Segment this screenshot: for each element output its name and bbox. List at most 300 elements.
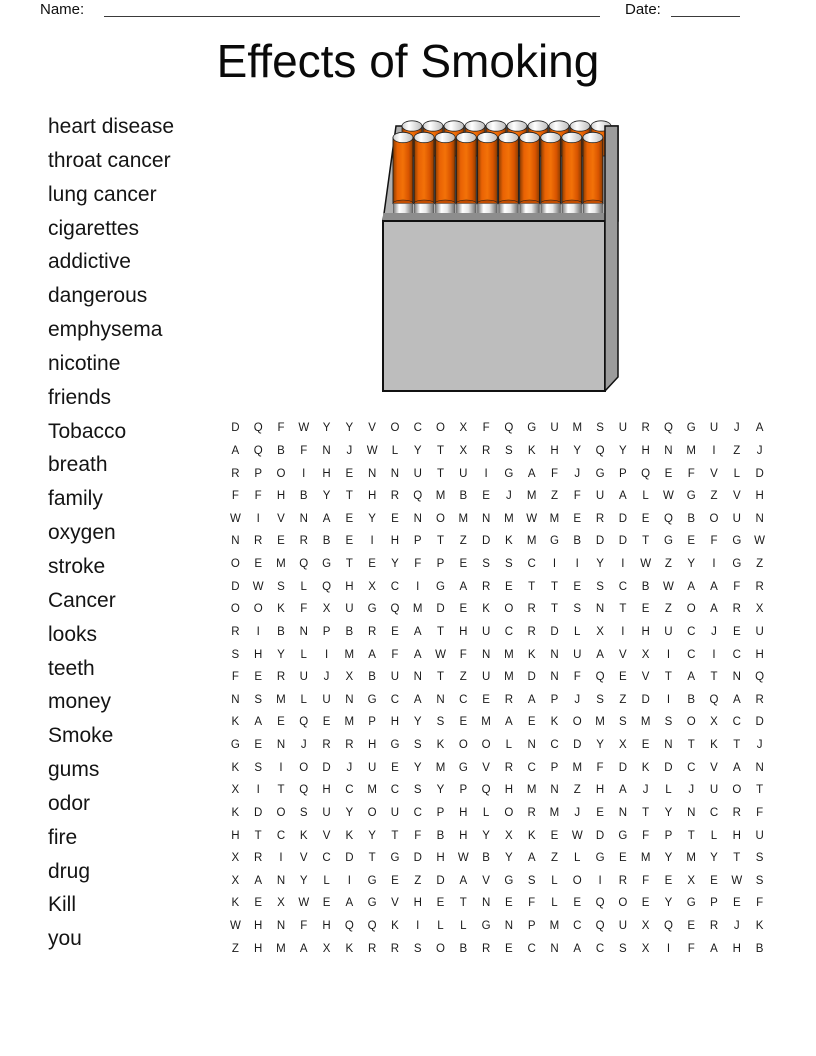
grid-cell: Y [322, 422, 331, 435]
grid-cell: O [686, 716, 696, 729]
word-list-item: looks [48, 622, 98, 646]
grid-cell: J [574, 693, 581, 706]
grid-cell: U [709, 422, 719, 435]
grid-cell: O [299, 761, 309, 774]
grid-cell: E [505, 897, 513, 910]
grid-cell: K [231, 761, 240, 774]
grid-cell: C [732, 716, 741, 729]
grid-cell: T [687, 829, 695, 842]
grid-cell: E [641, 512, 650, 525]
grid-cell: Q [595, 671, 605, 684]
grid-cell: S [254, 761, 263, 774]
grid-cell: H [254, 942, 263, 955]
grid-cell: W [640, 558, 652, 571]
grid-cell: E [345, 512, 354, 525]
grid-cell: E [391, 625, 399, 638]
grid-cell: G [686, 490, 696, 503]
grid-cell: K [527, 829, 536, 842]
grid-cell: L [665, 784, 672, 797]
grid-cell: I [484, 467, 488, 480]
grid-cell: A [459, 874, 468, 887]
grid-cell: C [618, 580, 627, 593]
grid-cell: S [413, 739, 422, 752]
grid-cell: M [595, 716, 605, 729]
grid-cell: Z [459, 671, 467, 684]
grid-cell: N [664, 444, 673, 457]
grid-cell: U [322, 693, 331, 706]
grid-cell: L [710, 829, 718, 842]
grid-cell: N [755, 512, 764, 525]
grid-cell: R [504, 693, 514, 706]
grid-cell: A [254, 874, 263, 887]
grid-cell: F [642, 829, 650, 842]
grid-cell: Z [231, 942, 239, 955]
grid-cell: E [322, 716, 331, 729]
grid-cell: G [504, 874, 514, 887]
grid-cell: E [254, 671, 263, 684]
grid-cell: E [254, 897, 263, 910]
grid-cell: H [367, 490, 377, 503]
grid-cell: L [574, 852, 581, 865]
grid-cell: N [299, 625, 308, 638]
grid-cell: C [459, 693, 468, 706]
grid-cell: F [687, 467, 695, 480]
grid-cell: O [276, 467, 286, 480]
grid-cell: R [732, 603, 741, 616]
word-list-item: Cancer [48, 588, 116, 612]
word-list-item: nicotine [48, 351, 121, 375]
word-list-item: you [48, 927, 82, 951]
grid-cell: U [481, 671, 491, 684]
grid-cell: Y [596, 739, 604, 752]
grid-cell: P [436, 806, 445, 819]
grid-cell: E [482, 693, 490, 706]
grid-cell: M [686, 852, 697, 865]
grid-cell: D [595, 535, 605, 548]
grid-cell: V [641, 671, 650, 684]
grid-cell: M [549, 920, 560, 933]
grid-cell: C [687, 648, 696, 661]
grid-cell: R [254, 852, 263, 865]
grid-cell: N [550, 784, 559, 797]
grid-cell: T [436, 444, 445, 457]
grid-cell: U [459, 467, 468, 480]
grid-cell: E [391, 512, 399, 525]
grid-cell: B [436, 829, 445, 842]
grid-cell: A [413, 625, 422, 638]
grid-cell: A [527, 852, 536, 865]
word-list-item: friends [48, 385, 112, 409]
grid-cell: F [300, 603, 308, 616]
grid-cell: K [231, 716, 240, 729]
grid-cell: M [549, 806, 560, 819]
grid-cell: E [732, 625, 741, 638]
grid-cell: Y [277, 648, 285, 661]
grid-cell: R [527, 603, 536, 616]
grid-cell: E [322, 897, 331, 910]
grid-cell: U [413, 467, 422, 480]
page-title: Effects of Smoking [216, 35, 600, 87]
grid-cell: F [528, 897, 536, 910]
grid-cell: E [687, 920, 696, 933]
grid-cell: L [574, 625, 581, 638]
grid-cell: E [573, 580, 582, 593]
grid-cell: G [663, 535, 673, 548]
word-list-item: emphysema [48, 318, 163, 342]
grid-cell: X [459, 422, 468, 435]
grid-cell: E [664, 467, 673, 480]
grid-cell: E [482, 490, 490, 503]
grid-cell: S [619, 942, 627, 955]
box-side-face [605, 126, 618, 391]
grid-cell: H [732, 942, 741, 955]
grid-cell: E [254, 739, 263, 752]
grid-cell: A [687, 671, 696, 684]
grid-cell: T [436, 535, 445, 548]
grid-cell: M [572, 422, 583, 435]
grid-cell: Q [253, 444, 263, 457]
name-fill-line[interactable] [104, 0, 600, 17]
grid-cell: H [367, 739, 377, 752]
grid-cell: X [710, 716, 718, 729]
grid-cell: T [550, 580, 558, 593]
grid-cell: Z [710, 490, 718, 503]
grid-cell: A [596, 648, 604, 661]
grid-cell: J [733, 422, 740, 435]
grid-cell: F [300, 444, 308, 457]
grid-cell: I [712, 444, 716, 457]
grid-cell: X [459, 444, 468, 457]
grid-cell: D [231, 580, 240, 593]
grid-cell: F [277, 422, 285, 435]
grid-cell: W [252, 580, 264, 593]
grid-cell: U [709, 784, 719, 797]
grid-cell: J [346, 761, 353, 774]
grid-cell: V [482, 874, 490, 887]
grid-cell: N [550, 671, 559, 684]
word-list-item: breath [48, 453, 108, 477]
grid-cell: A [710, 942, 718, 955]
grid-cell: O [253, 603, 263, 616]
grid-cell: I [256, 625, 260, 638]
grid-cell: J [642, 784, 649, 797]
grid-cell: V [322, 829, 331, 842]
grid-cell: O [230, 603, 240, 616]
grid-cell: S [413, 784, 422, 797]
grid-cell: F [573, 671, 581, 684]
grid-cell: T [345, 490, 353, 503]
grid-cell: M [640, 716, 651, 729]
grid-cell: N [550, 648, 559, 661]
grid-cell: K [482, 603, 490, 616]
grid-cell: H [641, 444, 650, 457]
grid-cell: M [572, 761, 583, 774]
grid-cell: X [231, 784, 240, 797]
grid-cell: Y [664, 852, 673, 865]
grid-cell: G [527, 422, 537, 435]
grid-cell: B [322, 535, 331, 548]
grid-cell: Z [664, 558, 672, 571]
grid-cell: F [710, 535, 718, 548]
grid-cell: C [595, 942, 605, 955]
grid-cell: R [390, 942, 400, 955]
grid-cell: H [390, 535, 400, 548]
grid-cell: G [458, 761, 468, 774]
grid-cell: Q [481, 784, 491, 797]
grid-cell: C [527, 942, 536, 955]
grid-cell: G [367, 693, 377, 706]
grid-cell: Y [368, 512, 376, 525]
grid-cell: C [276, 829, 286, 842]
grid-cell: Q [367, 920, 377, 933]
grid-cell: H [641, 625, 650, 638]
grid-cell: I [416, 580, 420, 593]
grid-cell: F [231, 671, 239, 684]
grid-cell: R [231, 625, 240, 638]
grid-cell: S [664, 716, 673, 729]
grid-cell: K [755, 920, 764, 933]
grid-cell: R [755, 580, 764, 593]
grid-cell: E [527, 716, 536, 729]
grid-cell: U [618, 422, 627, 435]
grid-cell: D [436, 603, 445, 616]
grid-cell: M [435, 490, 446, 503]
grid-cell: W [663, 490, 674, 503]
grid-cell: U [595, 490, 605, 503]
grid-cell: F [482, 422, 490, 435]
grid-cell: G [732, 558, 742, 571]
grid-cell: U [573, 648, 582, 661]
grid-cell: W [731, 874, 743, 887]
grid-cell: M [504, 512, 514, 525]
grid-cell: A [254, 716, 263, 729]
grid-cell: U [550, 422, 559, 435]
grid-cell: L [300, 693, 307, 706]
grid-cell: R [299, 535, 308, 548]
grid-cell: B [459, 942, 468, 955]
grid-cell: V [619, 648, 627, 661]
grid-cell: R [527, 625, 536, 638]
grid-cell: X [641, 942, 650, 955]
word-list-item: odor [48, 791, 91, 815]
grid-cell: G [549, 535, 559, 548]
grid-cell: N [755, 761, 764, 774]
grid-cell: Q [299, 784, 309, 797]
grid-cell: H [755, 490, 764, 503]
grid-cell: C [687, 625, 696, 638]
grid-cell: E [391, 761, 399, 774]
grid-cell: O [458, 739, 468, 752]
grid-cell: B [687, 693, 696, 706]
grid-cell: E [664, 874, 673, 887]
grid-cell: O [504, 806, 514, 819]
grid-cell: N [276, 874, 286, 887]
grid-cell: Y [368, 829, 376, 842]
grid-cell: L [505, 739, 513, 752]
grid-cell: E [596, 806, 604, 819]
grid-cell: G [618, 829, 628, 842]
grid-cell: E [277, 716, 285, 729]
word-list-item: gums [48, 758, 100, 782]
grid-cell: A [413, 648, 422, 661]
grid-cell: D [573, 739, 582, 752]
grid-cell: Q [663, 422, 673, 435]
grid-cell: A [732, 693, 741, 706]
grid-cell: H [254, 920, 263, 933]
grid-cell: Z [550, 852, 558, 865]
grid-cell: M [526, 784, 537, 797]
grid-cell: A [322, 512, 331, 525]
word-list-item: Tobacco [48, 419, 127, 443]
grid-cell: X [231, 852, 240, 865]
grid-cell: P [413, 535, 422, 548]
grid-cell: A [231, 444, 240, 457]
grid-cell: J [346, 444, 353, 457]
grid-cell: I [575, 558, 579, 571]
grid-cell: N [504, 920, 514, 933]
letter-grid [224, 417, 771, 960]
grid-cell: R [254, 535, 263, 548]
grid-cell: X [231, 874, 240, 887]
grid-cell: A [732, 761, 741, 774]
grid-cell: A [573, 942, 582, 955]
grid-cell: T [436, 467, 445, 480]
grid-cell: O [572, 874, 582, 887]
grid-cell: K [391, 920, 399, 933]
grid-cell: P [459, 784, 468, 797]
grid-cell: Z [550, 490, 558, 503]
grid-cell: D [664, 761, 673, 774]
grid-cell: I [552, 558, 557, 571]
grid-cell: M [276, 942, 286, 955]
grid-cell: T [619, 603, 627, 616]
grid-cell: E [641, 897, 650, 910]
grid-cell: F [231, 490, 239, 503]
grid-cell: K [527, 648, 536, 661]
grid-cell: Y [436, 784, 445, 797]
grid-cell: B [459, 490, 468, 503]
grid-cell: T [391, 829, 399, 842]
grid-cell: X [619, 739, 627, 752]
word-list-item: fire [48, 825, 78, 849]
grid-cell: Q [253, 422, 263, 435]
grid-cell: E [619, 671, 627, 684]
grid-cell: N [481, 648, 491, 661]
grid-cell: C [345, 784, 354, 797]
grid-cell: M [526, 535, 537, 548]
grid-cell: T [368, 852, 376, 865]
grid-cell: C [732, 648, 741, 661]
grid-cell: H [436, 852, 445, 865]
grid-cell: Z [733, 444, 741, 457]
box-front-face [383, 221, 605, 391]
grid-cell: Q [663, 512, 673, 525]
grid-cell: A [505, 716, 513, 729]
grid-cell: D [550, 625, 559, 638]
grid-cell: G [686, 422, 696, 435]
grid-cell: H [322, 467, 331, 480]
grid-cell: J [300, 739, 307, 752]
grid-cell: E [391, 874, 399, 887]
grid-cell: R [367, 942, 377, 955]
grid-cell: W [229, 920, 241, 933]
grid-cell: U [664, 625, 673, 638]
grid-cell: Q [413, 490, 423, 503]
grid-cell: P [664, 829, 673, 842]
grid-cell: T [664, 671, 672, 684]
grid-cell: V [368, 422, 376, 435]
grid-cell: Q [299, 716, 309, 729]
grid-cell: W [298, 422, 310, 435]
grid-cell: M [481, 716, 491, 729]
grid-cell: P [619, 467, 627, 480]
grid-cell: T [642, 535, 650, 548]
grid-cell: T [733, 852, 741, 865]
grid-cell: S [527, 874, 536, 887]
grid-cell: Y [664, 897, 673, 910]
grid-cell: S [596, 693, 604, 706]
grid-cell: L [323, 874, 330, 887]
grid-cell: C [390, 784, 400, 797]
grid-cell: M [686, 444, 697, 457]
grid-cell: S [755, 852, 764, 865]
word-list-item: money [48, 690, 112, 714]
grid-cell: K [231, 806, 240, 819]
grid-cell: T [687, 739, 695, 752]
grid-cell: L [300, 648, 307, 661]
grid-cell: L [733, 467, 740, 480]
grid-cell: P [436, 558, 445, 571]
grid-cell: K [345, 829, 354, 842]
grid-cell: N [527, 739, 536, 752]
grid-cell: Y [505, 852, 513, 865]
grid-cell: F [254, 490, 262, 503]
grid-cell: F [573, 490, 581, 503]
grid-cell: G [390, 852, 400, 865]
grid-cell: V [710, 761, 718, 774]
grid-cell: A [687, 580, 696, 593]
grid-cell: O [390, 422, 400, 435]
grid-cell: Z [619, 693, 627, 706]
grid-cell: E [573, 897, 582, 910]
grid-cell: I [621, 625, 625, 638]
grid-cell: K [527, 444, 536, 457]
grid-cell: A [459, 580, 468, 593]
grid-cell: N [367, 467, 377, 480]
grid-cell: M [549, 512, 560, 525]
grid-cell: W [229, 512, 241, 525]
date-fill-line[interactable] [671, 0, 740, 17]
grid-cell: T [436, 671, 445, 684]
grid-cell: Z [459, 535, 467, 548]
grid-cell: P [322, 625, 331, 638]
grid-cell: C [390, 693, 400, 706]
cigarette-pack-svg [378, 110, 620, 392]
word-list-item: drug [48, 859, 91, 883]
grid-cell: P [368, 716, 376, 729]
grid-cell: E [459, 603, 468, 616]
grid-cell: E [619, 852, 627, 865]
grid-cell: S [505, 558, 513, 571]
grid-cell: W [571, 829, 583, 842]
grid-cell: Y [413, 444, 422, 457]
grid-cell: G [686, 897, 696, 910]
grid-cell: J [688, 784, 695, 797]
grid-cell: D [322, 761, 331, 774]
grid-cell: L [460, 920, 467, 933]
grid-cell: D [595, 829, 605, 842]
grid-cell: F [459, 648, 467, 661]
